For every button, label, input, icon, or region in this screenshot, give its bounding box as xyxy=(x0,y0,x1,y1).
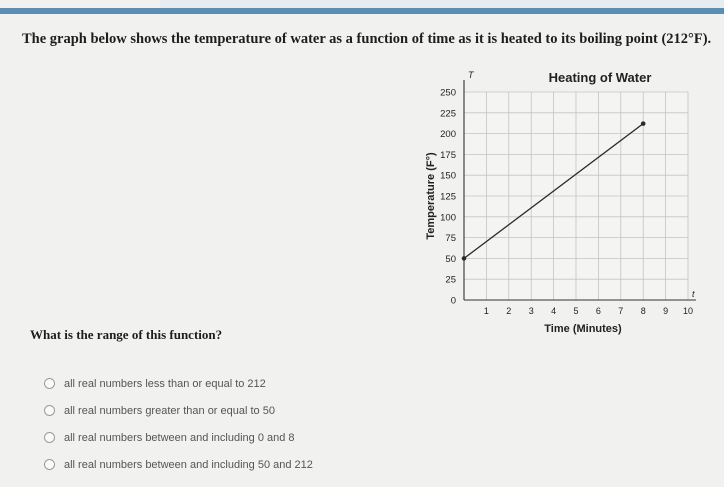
y-axis-letter: T xyxy=(468,70,474,80)
y-tick-label: 175 xyxy=(440,149,456,161)
x-axis-label: Time (Minutes) xyxy=(544,323,622,335)
radio-button[interactable] xyxy=(44,405,55,416)
chart-title: Heating of Water xyxy=(548,70,652,85)
option-label: all real numbers between and including 50 and 212 xyxy=(64,458,313,471)
option-3[interactable] xyxy=(44,424,313,451)
top-strip xyxy=(160,0,724,8)
data-point xyxy=(462,256,467,261)
data-point xyxy=(641,121,646,126)
y-tick-label: 200 xyxy=(440,129,456,141)
question-text: The graph below shows the temperature of water as a function of time as it is heated to its boiling point (212°F). xyxy=(22,31,712,47)
y-tick-label: 150 xyxy=(440,170,456,182)
x-tick-label: 10 xyxy=(682,306,694,316)
x-tick-label: 9 xyxy=(663,306,669,316)
option-2[interactable] xyxy=(44,397,313,424)
y-tick-label: 50 xyxy=(445,253,456,265)
range-question: What is the range of this function? xyxy=(30,327,223,342)
x-tick-label: 2 xyxy=(506,306,512,316)
x-axis-letter: t xyxy=(692,289,695,299)
x-tick-label: 4 xyxy=(551,306,557,316)
chart-svg xyxy=(418,66,708,341)
option-label: all real numbers between and including 0 and 8 xyxy=(64,431,295,444)
option-label: all real numbers less than or equal to 212 xyxy=(64,377,266,390)
y-tick-label: 250 xyxy=(440,87,456,99)
option-4[interactable] xyxy=(44,451,313,478)
radio-button[interactable] xyxy=(44,378,55,389)
x-tick-label: 3 xyxy=(528,306,534,316)
x-tick-label: 1 xyxy=(483,306,489,316)
y-tick-label: 100 xyxy=(440,212,456,224)
y-tick-label: 0 xyxy=(450,295,456,307)
radio-button[interactable] xyxy=(44,459,55,470)
heating-of-water-chart xyxy=(418,66,708,341)
y-tick-label: 25 xyxy=(445,274,456,286)
option-1[interactable] xyxy=(44,370,313,397)
answer-options xyxy=(44,370,313,478)
option-label: all real numbers greater than or equal to 50 xyxy=(64,404,275,417)
y-tick-label: 125 xyxy=(440,191,456,203)
x-tick-label: 8 xyxy=(640,306,646,316)
x-tick-label: 6 xyxy=(595,306,601,316)
x-tick-label: 5 xyxy=(573,306,579,316)
accent-bar xyxy=(0,8,724,14)
x-tick-label: 7 xyxy=(618,306,624,316)
y-tick-label: 75 xyxy=(445,233,456,245)
radio-button[interactable] xyxy=(44,432,55,443)
y-tick-label: 225 xyxy=(440,108,456,120)
y-axis-label: Temperature (F°) xyxy=(425,152,437,240)
